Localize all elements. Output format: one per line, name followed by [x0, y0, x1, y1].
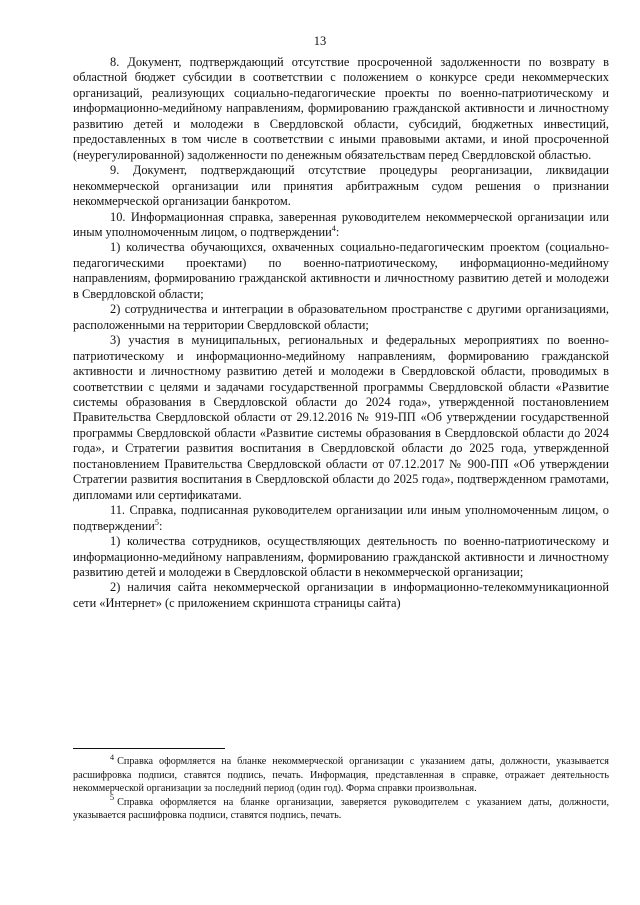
- paragraph-11-colon: :: [158, 518, 163, 533]
- paragraph-10-colon: :: [335, 224, 340, 239]
- footnote-4-mark: 4: [110, 752, 115, 762]
- paragraph-9: 9. Документ, подтверждающий отсутствие процедуры реорганизации, ликвидации некоммерческой организации или принятия арбитражным судом решения о признании некоммерческой организации банкротом.: [73, 163, 609, 209]
- paragraph-10-text: 10. Информационная справка, заверенная руководителем некоммерческой организации или иным уполномоченным лицом, о подтверждении: [73, 209, 609, 239]
- footnote-5-text: Справка оформляется на бланке организации, заверяется руководителем с указанием даты, должности, указывается расшифровка подписи, ставятся подпись, печать.: [73, 796, 609, 821]
- paragraph-10: [73, 210, 609, 241]
- paragraph-11-text: 11. Справка, подписанная руководителем организации или иным уполномоченным лицом, о подтверждении: [73, 503, 609, 533]
- paragraph-10-item-1: 1) количества обучающихся, охваченных социально-педагогическим проектом (социально-педагогическими проектами) по военно-патриотическому, информационно-медийному направлениям, формированию гражданской активности и личностному развитию детей и молодежи в Свердловской области;: [73, 240, 609, 301]
- paragraph-8: 8. Документ, подтверждающий отсутствие просроченной задолженности по возврату в областной бюджет субсидии в соответствии с положением о конкурсе среди некоммерческих организаций, реализующих социально-педагогические проекты по военно-патриотическому и информационно-медийному направлениям, формированию гражданской активности и личностному развитию детей и молодежи в Свердловской области, субсидий, бюджетных инвестиций, предоставленных в том числе в соответствии с иными правовыми актами, и иной просроченной (неурегулированной) задолженности по денежным обязательствам перед Свердловской областью.: [73, 55, 609, 162]
- paragraph-11-item-2: 2) наличия сайта некоммерческой организации в информационно-телекоммуникационной сети «Интернет» (с приложением скриншота страницы сайта): [73, 580, 609, 610]
- paragraph-11: [73, 503, 609, 534]
- footnote-5: [73, 793, 609, 823]
- document-body: [73, 55, 609, 611]
- paragraph-11-item-1: 1) количества сотрудников, осуществляющих деятельность по военно-патриотическому и информационно-медийному направлениям, формированию гражданской активности и личностному развитию детей и молодежи в Свердловской области в некоммерческой организации;: [73, 534, 609, 579]
- footnote-4-text: Справка оформляется на бланке некоммерческой организации с указанием даты, должности, указывается расшифровка подписи, ставятся подпись, печать. Информация, представленная в справке, отражает деятельность некоммерческой организации за последний период (один год). Форма справки произвольная.: [73, 756, 609, 794]
- footnote-separator: [73, 748, 225, 749]
- paragraph-10-item-3: 3) участия в муниципальных, региональных и федеральных мероприятиях по военно-патриотическому и информационно-медийному направлениям, формированию гражданской активности и личностному развитию детей и молодежи в Свердловской области, проводимых в соответствии с целями и задачами государственной программы Свердловской области «Развитие системы образования в Свердловской области до 2024 года», утвержденной постановлением Правительства Свердловской области от 29.12.2016 № 919-ПП «Об утверждении государственной программы Свердловской области «Развитие системы образования в Свердловской области до 2024 года», и Стратегии развития воспитания в Свердловской области до 2025 года, утвержденной постановлением Правительства Свердловской области от 07.12.2017 № 900-ПП «Об утверждении Стратегии развития воспитания в Свердловской области до 2025 года», подтвержденном грамотами, дипломами или сертификатами.: [73, 333, 609, 502]
- footnote-ref-4[interactable]: 4: [331, 223, 336, 233]
- page-number: 13: [313, 34, 327, 48]
- footnote-5-mark: 5: [110, 793, 115, 803]
- footnote-ref-5[interactable]: 5: [154, 517, 159, 527]
- footnotes: [73, 752, 609, 823]
- paragraph-10-item-2: 2) сотрудничества и интеграции в образовательном пространстве с другими организациями, расположенными на территории Свердловской области;: [73, 302, 609, 332]
- footnote-4: [73, 752, 609, 796]
